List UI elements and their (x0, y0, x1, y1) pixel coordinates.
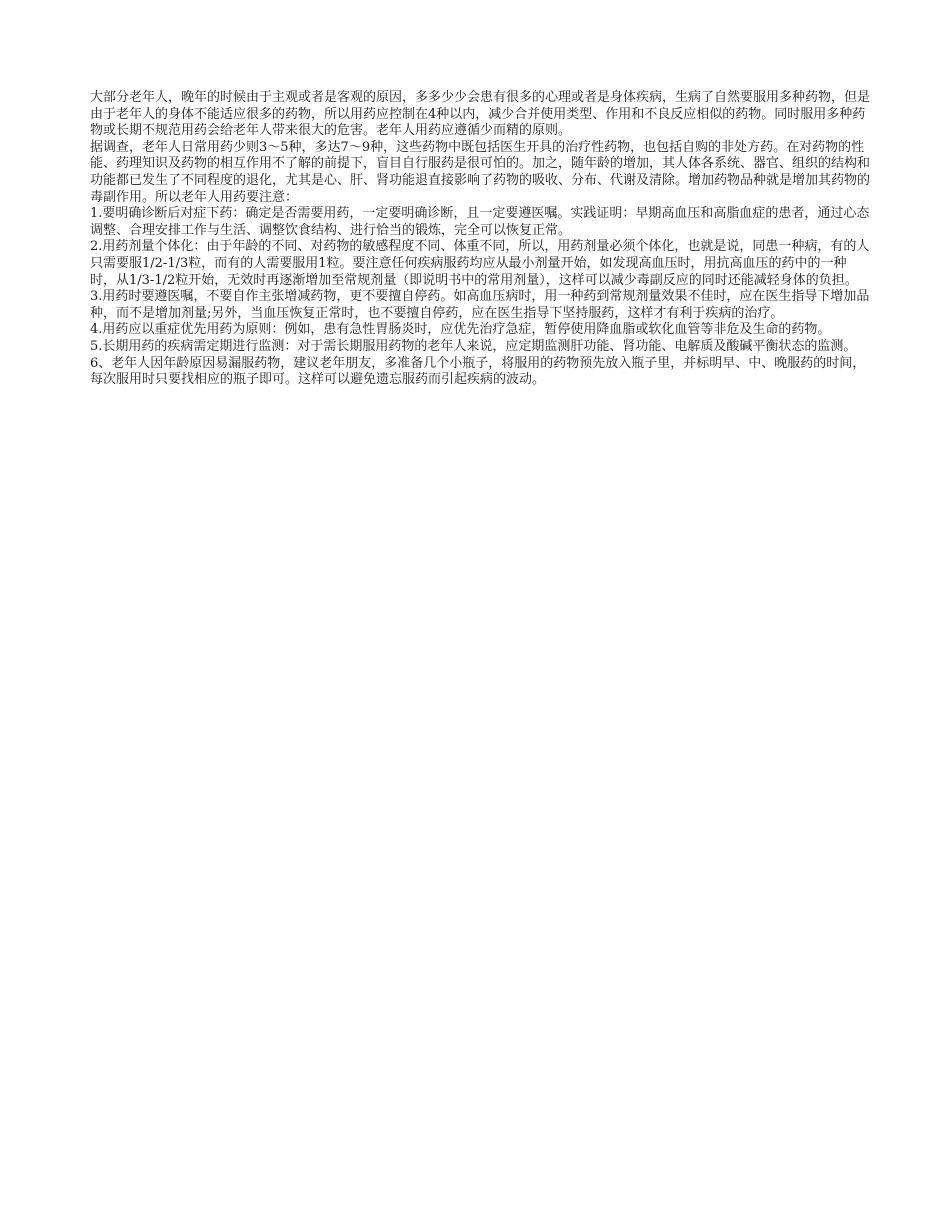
paragraph-point-2: 2.用药剂量个体化：由于年龄的不同、对药物的敏感程度不同、体重不同，所以，用药剂量必须个体化，也就是说，同患一种病，有的人只需要服1/2-1/3粒，而有的人需要服用1粒。要注意任何疾病服药均应从最小剂量开始，如发现高血压时，用抗高血压的药中的一种时，从1/3-1/2粒开始，无效时再逐渐增加至常规剂量（即说明书中的常用剂量），这样可以减少毒副反应的同时还能减轻身体的负担。 (90, 239, 870, 288)
paragraph-point-6: 6、老年人因年龄原因易漏服药物，建议老年朋友，多准备几个小瓶子，将服用的药物预先放入瓶子里，并标明早、中、晚服药的时间，每次服用时只要找相应的瓶子即可。这样可以避免遗忘服药而引起疾病的波动。 (90, 355, 866, 388)
paragraph-point-3: 3.用药时要遵医嘱，不要自作主张增减药物，更不要擅自停药。如高血压病时，用一种药到常规剂量效果不佳时，应在医生指导下增加品种，而不是增加剂量;另外，当血压恢复正常时，也不要擅自停药，应在医生指导下坚持服药，这样才有利于疾病的治疗。 (90, 289, 870, 321)
paragraph-intro: 大部分老年人，晚年的时候由于主观或者是客观的原因，多多少少会患有很多的心理或者是身体疾病，生病了自然要服用多种药物，但是由于老年人的身体不能适应很多的药物，所以用药应控制在4种以内，减少合并使用类型、作用和不良反应相似的药物。同时服用多种药物或长期不规范用药会给老年人带来很大的危害。老年人用药应遵循少而精的原则。 (90, 90, 871, 139)
paragraph-point-1: 1.要明确诊断后对症下药：确定是否需要用药，一定要明确诊断，且一定要遵医嘱。实践证明：早期高血压和高脂血症的患者，通过心态调整、合理安排工作与生活、调整饮食结构、进行恰当的锻炼，完全可以恢复正常。 (90, 206, 870, 238)
paragraph-point-5: 5.长期用药的疾病需定期进行监测：对于需长期服用药物的老年人来说，应定期监测肝功能、肾功能、电解质及酸碱平衡状态的监测。 (90, 338, 857, 354)
document-body (90, 90, 870, 389)
paragraph-point-4: 4.用药应以重症优先用药为原则：例如，患有急性胃肠炎时，应优先治疗急症，暂停使用降血脂或软化血管等非危及生命的药物。 (90, 322, 831, 338)
paragraph-survey: 据调查，老年人日常用药少则3～5种，多达7～9种，这些药物中既包括医生开具的治疗性药物，也包括自购的非处方药。在对药物的性能、药理知识及药物的相互作用不了解的前提下，盲目自行服药是很可怕的。加之，随年龄的增加，其人体各系统、器官、组织的结构和功能都已发生了不同程度的退化，尤其是心、肝、肾功能退直接影响了药物的吸收、分布、代谢及清除。增加药物品种就是增加其药物的毒副作用。所以老年人用药要注意： (90, 139, 871, 205)
